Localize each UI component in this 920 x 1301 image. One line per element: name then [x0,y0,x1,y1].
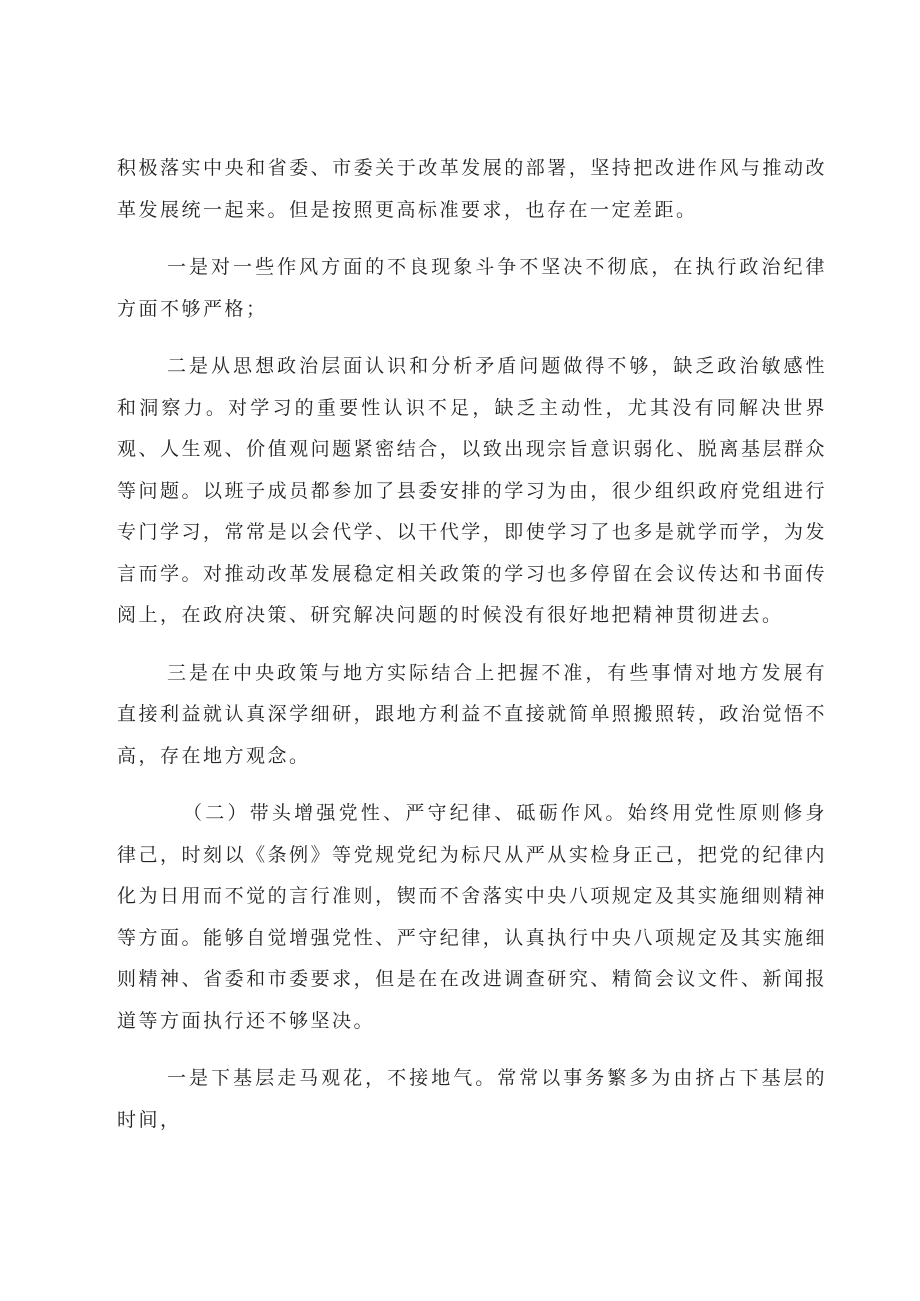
paragraph-point-one-b: 一是下基层走马观花，不接地气。常常以事务繁多为由挤占下基层的时间， [117,1067,827,1131]
section-heading-paragraph: （二）带头增强党性、严守纪律、砥砺作风。始终用党性原则修身律己，时刻以《条例》等党规党纪为标尺从严从实检身正己，把党的纪律内化为日用而不觉的言行准则，锲而不舍落实中央八项规定及其实施细则精神等方面。能够自觉增强党性、严守纪律，认真执行中央八项规定及其实施细则精神、省委和市委要求，但是在在改进调查研究、精简会议文件、新闻报道等方面执行还不够坚决。 [117,802,827,1032]
paragraph-point-two: 二是从思想政治层面认识和分析矛盾问题做得不够，缺乏政治敏感性和洞察力。对学习的重要性认识不足，缺乏主动性，尤其没有同解决世界观、人生观、价值观问题紧密结合，以致出现宗旨意识弱化、脱离基层群众等问题。以班子成员都参加了县委安排的学习为由，很少组织政府党组进行专门学习，常常是以会代学、以干代学，即使学习了也多是就学而学，为发言而学。对推动改革发展稳定相关政策的学习也多停留在会议传达和书面传阅上，在政府决策、研究解决问题的时候没有很好地把精神贯彻进去。 [117,355,827,626]
document-body [117,148,827,1157]
paragraph-point-three: 三是在中央政策与地方实际结合上把握不准，有些事情对地方发展有直接利益就认真深学细研，跟地方利益不直接就简单照搬照转，政治觉悟不高，存在地方观念。 [117,661,827,767]
paragraph-continuation: 积极落实中央和省委、市委关于改革发展的部署，坚持把改进作风与推动改革发展统一起来。但是按照更高标准要求，也存在一定差距。 [117,157,827,221]
paragraph-point-one: 一是对一些作风方面的不良现象斗争不坚决不彻底，在执行政治纪律方面不够严格； [117,256,827,320]
